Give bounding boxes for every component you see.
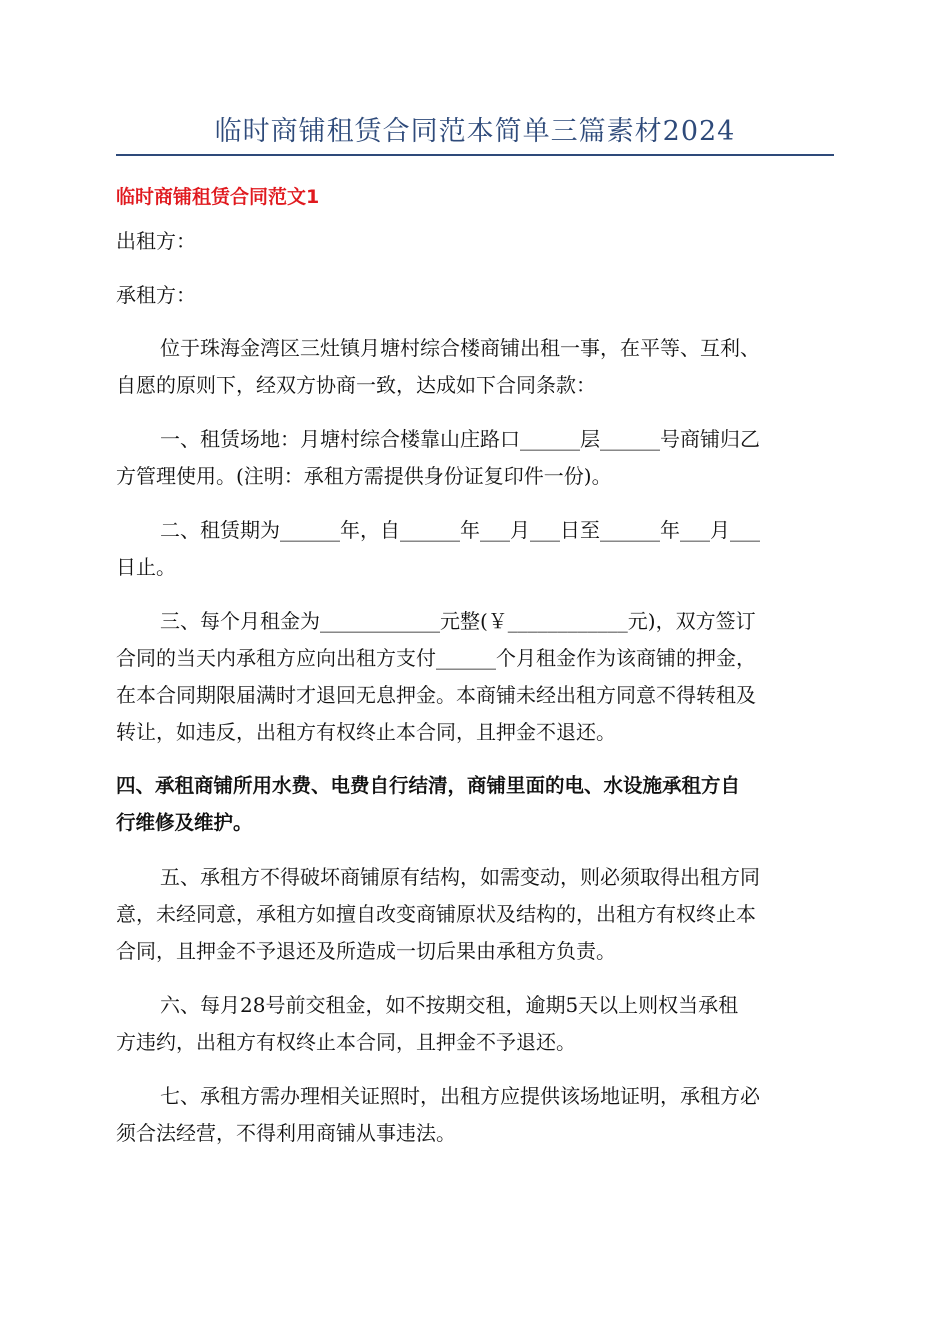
clause2-line-2: 日止。	[116, 555, 176, 579]
lessee-line: 承租方：	[116, 283, 196, 307]
clause3-line-2: 合同的当天内承租方应向出租方支付______个月租金作为该商铺的押金，	[116, 646, 756, 670]
title-underline	[116, 154, 834, 156]
document-title: 临时商铺租赁合同范本简单三篇素材2024	[214, 116, 736, 147]
clause1-line-2: 方管理使用。(注明：承租方需提供身份证复印件一份)。	[116, 464, 612, 488]
clause4-line-2: 行维修及维护。	[116, 811, 253, 834]
clause2-line-1: 二、租赁期为______年，自______年___月___日至______年___月___	[160, 518, 760, 542]
intro-line-2: 自愿的原则下，经双方协商一致，达成如下合同条款：	[116, 373, 596, 397]
clause7-line-2: 须合法经营，不得利用商铺从事违法。	[116, 1121, 456, 1145]
intro-line-1: 位于珠海金湾区三灶镇月塘村综合楼商铺出租一事，在平等、互利、	[160, 336, 760, 360]
clause5-line-1: 五、承租方不得破坏商铺原有结构，如需变动，则必须取得出租方同	[160, 865, 760, 889]
clause1-line-1: 一、租赁场地：月塘村综合楼靠山庄路口______层______号商铺归乙	[160, 427, 760, 451]
clause6-line-1: 六、每月28号前交租金，如不按期交租，逾期5天以上则权当承租	[160, 993, 739, 1017]
clause3-line-4: 转让，如违反，出租方有权终止本合同，且押金不退还。	[116, 720, 616, 744]
clause3-line-3: 在本合同期限届满时才退回无息押金。本商铺未经出租方同意不得转租及	[116, 683, 756, 707]
clause4-line-1: 四、承租商铺所用水费、电费自行结清，商铺里面的电、水设施承租方自	[116, 774, 741, 797]
section-heading: 临时商铺租赁合同范文1	[116, 186, 320, 208]
clause5-line-2: 意，未经同意，承租方如擅自改变商铺原状及结构的，出租方有权终止本	[116, 902, 756, 926]
lessor-line: 出租方：	[116, 229, 196, 253]
clause6-line-2: 方违约，出租方有权终止本合同，且押金不予退还。	[116, 1030, 576, 1054]
clause7-line-1: 七、承租方需办理相关证照时，出租方应提供该场地证明，承租方必	[160, 1084, 760, 1108]
clause5-line-3: 合同，且押金不予退还及所造成一切后果由承租方负责。	[116, 939, 616, 963]
clause3-line-1: 三、每个月租金为____________元整(￥____________元)，双方签订	[160, 609, 756, 633]
